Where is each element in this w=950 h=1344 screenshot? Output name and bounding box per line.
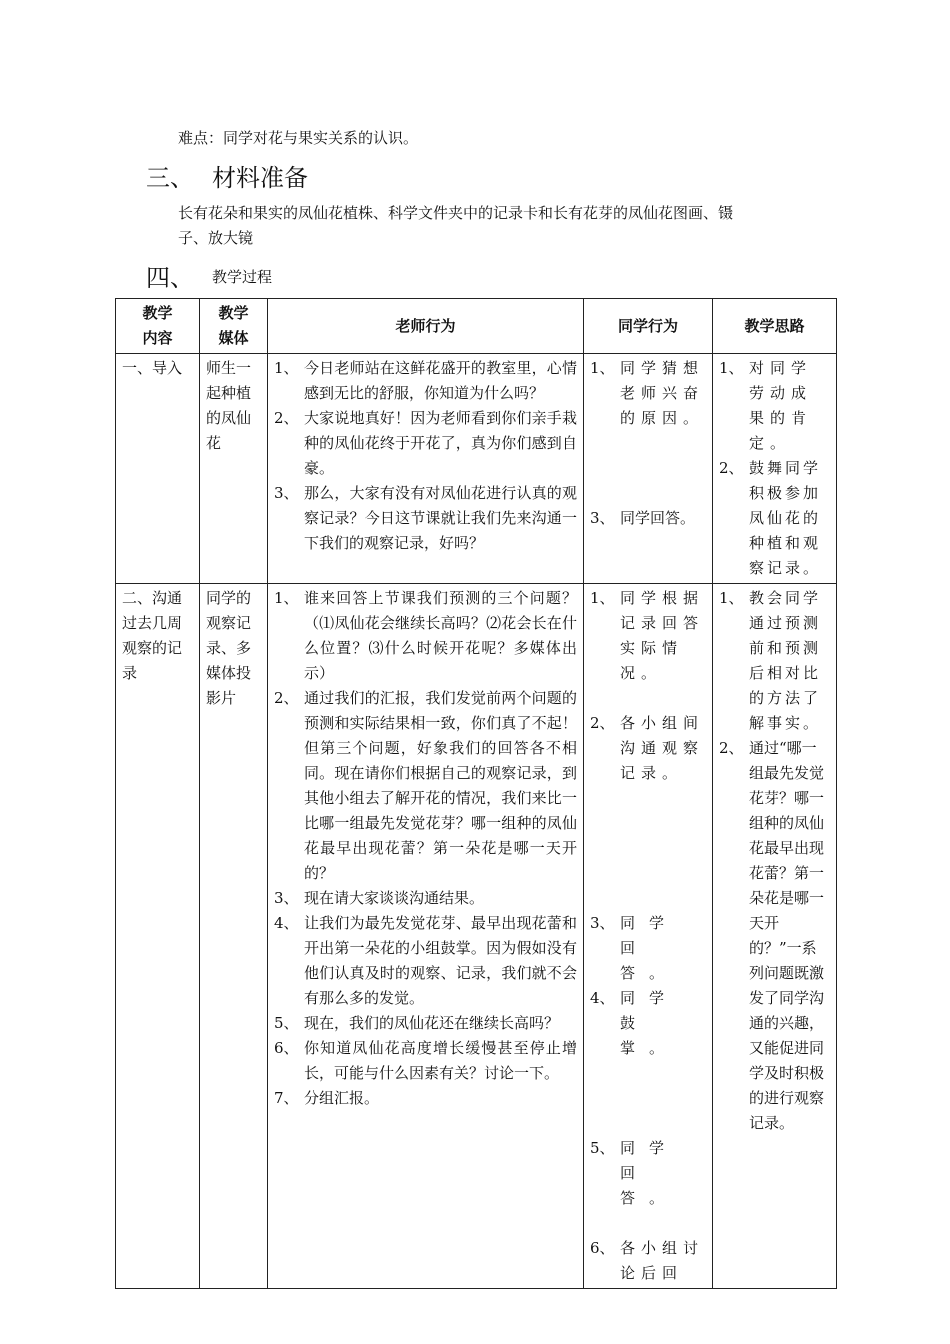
- section3-number: 三、: [146, 164, 194, 192]
- table-row: [116, 354, 837, 584]
- list-item: 6、 各小组讨论后回: [590, 1239, 705, 1282]
- section3-title: 材料准备: [212, 164, 308, 192]
- list-item: 2、 鼓舞同学积极参加凤仙花的种植和观察记录。: [719, 459, 822, 577]
- row2-media: 同学的观察记录、多媒体投影片: [200, 584, 268, 1289]
- difficulty-text: 难点：同学对花与果实关系的认识。: [178, 129, 419, 147]
- row2-thinking: [713, 584, 837, 1289]
- section4-title: 教学过程: [212, 268, 273, 286]
- list-item: 5、 同学回答。: [590, 1139, 679, 1207]
- list-item: 2、 通过我们的汇报，我们发觉前两个问题的预测和实际结果相一致，你们真了不起！但第三个问题，好象我们的回答各不相同。现在请你们根据自己的观察记录，到其他小组去了解开花的情况，我们来比一比哪一组最先发觉花芽？哪一组种的凤仙花最早出现花蕾？第一朵花是哪一天开的？: [274, 689, 577, 882]
- list-item: 5、 现在，我们的凤仙花还在继续长高吗？: [274, 1014, 560, 1032]
- list-item: 1、 对同学劳动成果的肯定。: [719, 359, 813, 452]
- list-item: 2、 各小组间沟通观察记录。: [590, 714, 705, 782]
- section4-number: 四、: [146, 264, 194, 292]
- header-student: 同学行为: [584, 299, 713, 354]
- list-item: 2、 大家说地真好！因为老师看到你们亲手栽种的凤仙花终于开花了，真为你们感到自豪。: [274, 409, 577, 477]
- list-item: 6、 你知道凤仙花高度增长缓慢甚至停止增长，可能与什么因素有关？讨论一下。: [274, 1039, 577, 1082]
- header-teacher: 老师行为: [268, 299, 584, 354]
- table-row: [116, 584, 837, 1289]
- list-item: 3、 同学回答。: [590, 914, 679, 982]
- list-item: 4、 同学鼓掌。: [590, 989, 679, 1057]
- row1-student: [584, 354, 713, 584]
- list-item: 3、 同学回答。: [590, 509, 696, 527]
- row2-teacher: [268, 584, 584, 1289]
- row2-content: 二、沟通过去几周观察的记录: [116, 584, 200, 1289]
- materials-line-1: 长有花朵和果实的凤仙花植株、科学文件夹中的记录卡和长有花芽的凤仙花图画、镊: [178, 204, 734, 222]
- row1-thinking: [713, 354, 837, 584]
- materials-line-2: 子、放大镜: [178, 229, 254, 247]
- list-item: 7、 分组汇报。: [274, 1089, 380, 1107]
- list-item: 1、 同学猜想老师兴奋的原因。: [590, 359, 705, 427]
- list-item: 4、 让我们为最先发觉花芽、最早出现花蕾和开出第一朵花的小组鼓掌。因为假如没有他们认真及时的观察、记录，我们就不会有那么多的发觉。: [274, 914, 577, 1007]
- row2-student: [584, 584, 713, 1289]
- header-thinking: 教学思路: [713, 299, 837, 354]
- header-content: 教学 内容: [116, 299, 200, 354]
- table-header-row: [116, 299, 837, 354]
- list-item: 3、 现在请大家谈谈沟通结果。: [274, 889, 485, 907]
- header-media: 教学 媒体: [200, 299, 268, 354]
- row1-teacher: [268, 354, 584, 584]
- list-item: 2、 通过“哪一组最先发觉花芽？哪一组种的凤仙花最早出现花蕾？第一朵花是哪一天开的？”一系列问题既激发了同学沟通的兴趣，又能促进同学及时积极的进行观察记录。: [719, 739, 825, 1132]
- row1-content: 一、导入: [116, 354, 200, 584]
- row1-media: 师生一起种植的凤仙花: [200, 354, 268, 584]
- list-item: 3、 那么，大家有没有对凤仙花进行认真的观察记录？今日这节课就让我们先来沟通一下我们的观察记录，好吗？: [274, 484, 577, 552]
- list-item: 1、 同学根据记录回答实际情况。: [590, 589, 705, 682]
- list-item: 1、 教会同学通过预测前和预测后相对比的方法了解事实。: [719, 589, 822, 732]
- teaching-process-table: [115, 298, 837, 1289]
- list-item: 1、 今日老师站在这鲜花盛开的教室里，心情感到无比的舒服，你知道为什么吗？: [274, 359, 577, 402]
- list-item: 1、 谁来回答上节课我们预测的三个问题？（⑴凤仙花会继续长高吗？⑵花会长在什么位置？⑶什么时候开花呢？多媒体出示）: [274, 589, 577, 682]
